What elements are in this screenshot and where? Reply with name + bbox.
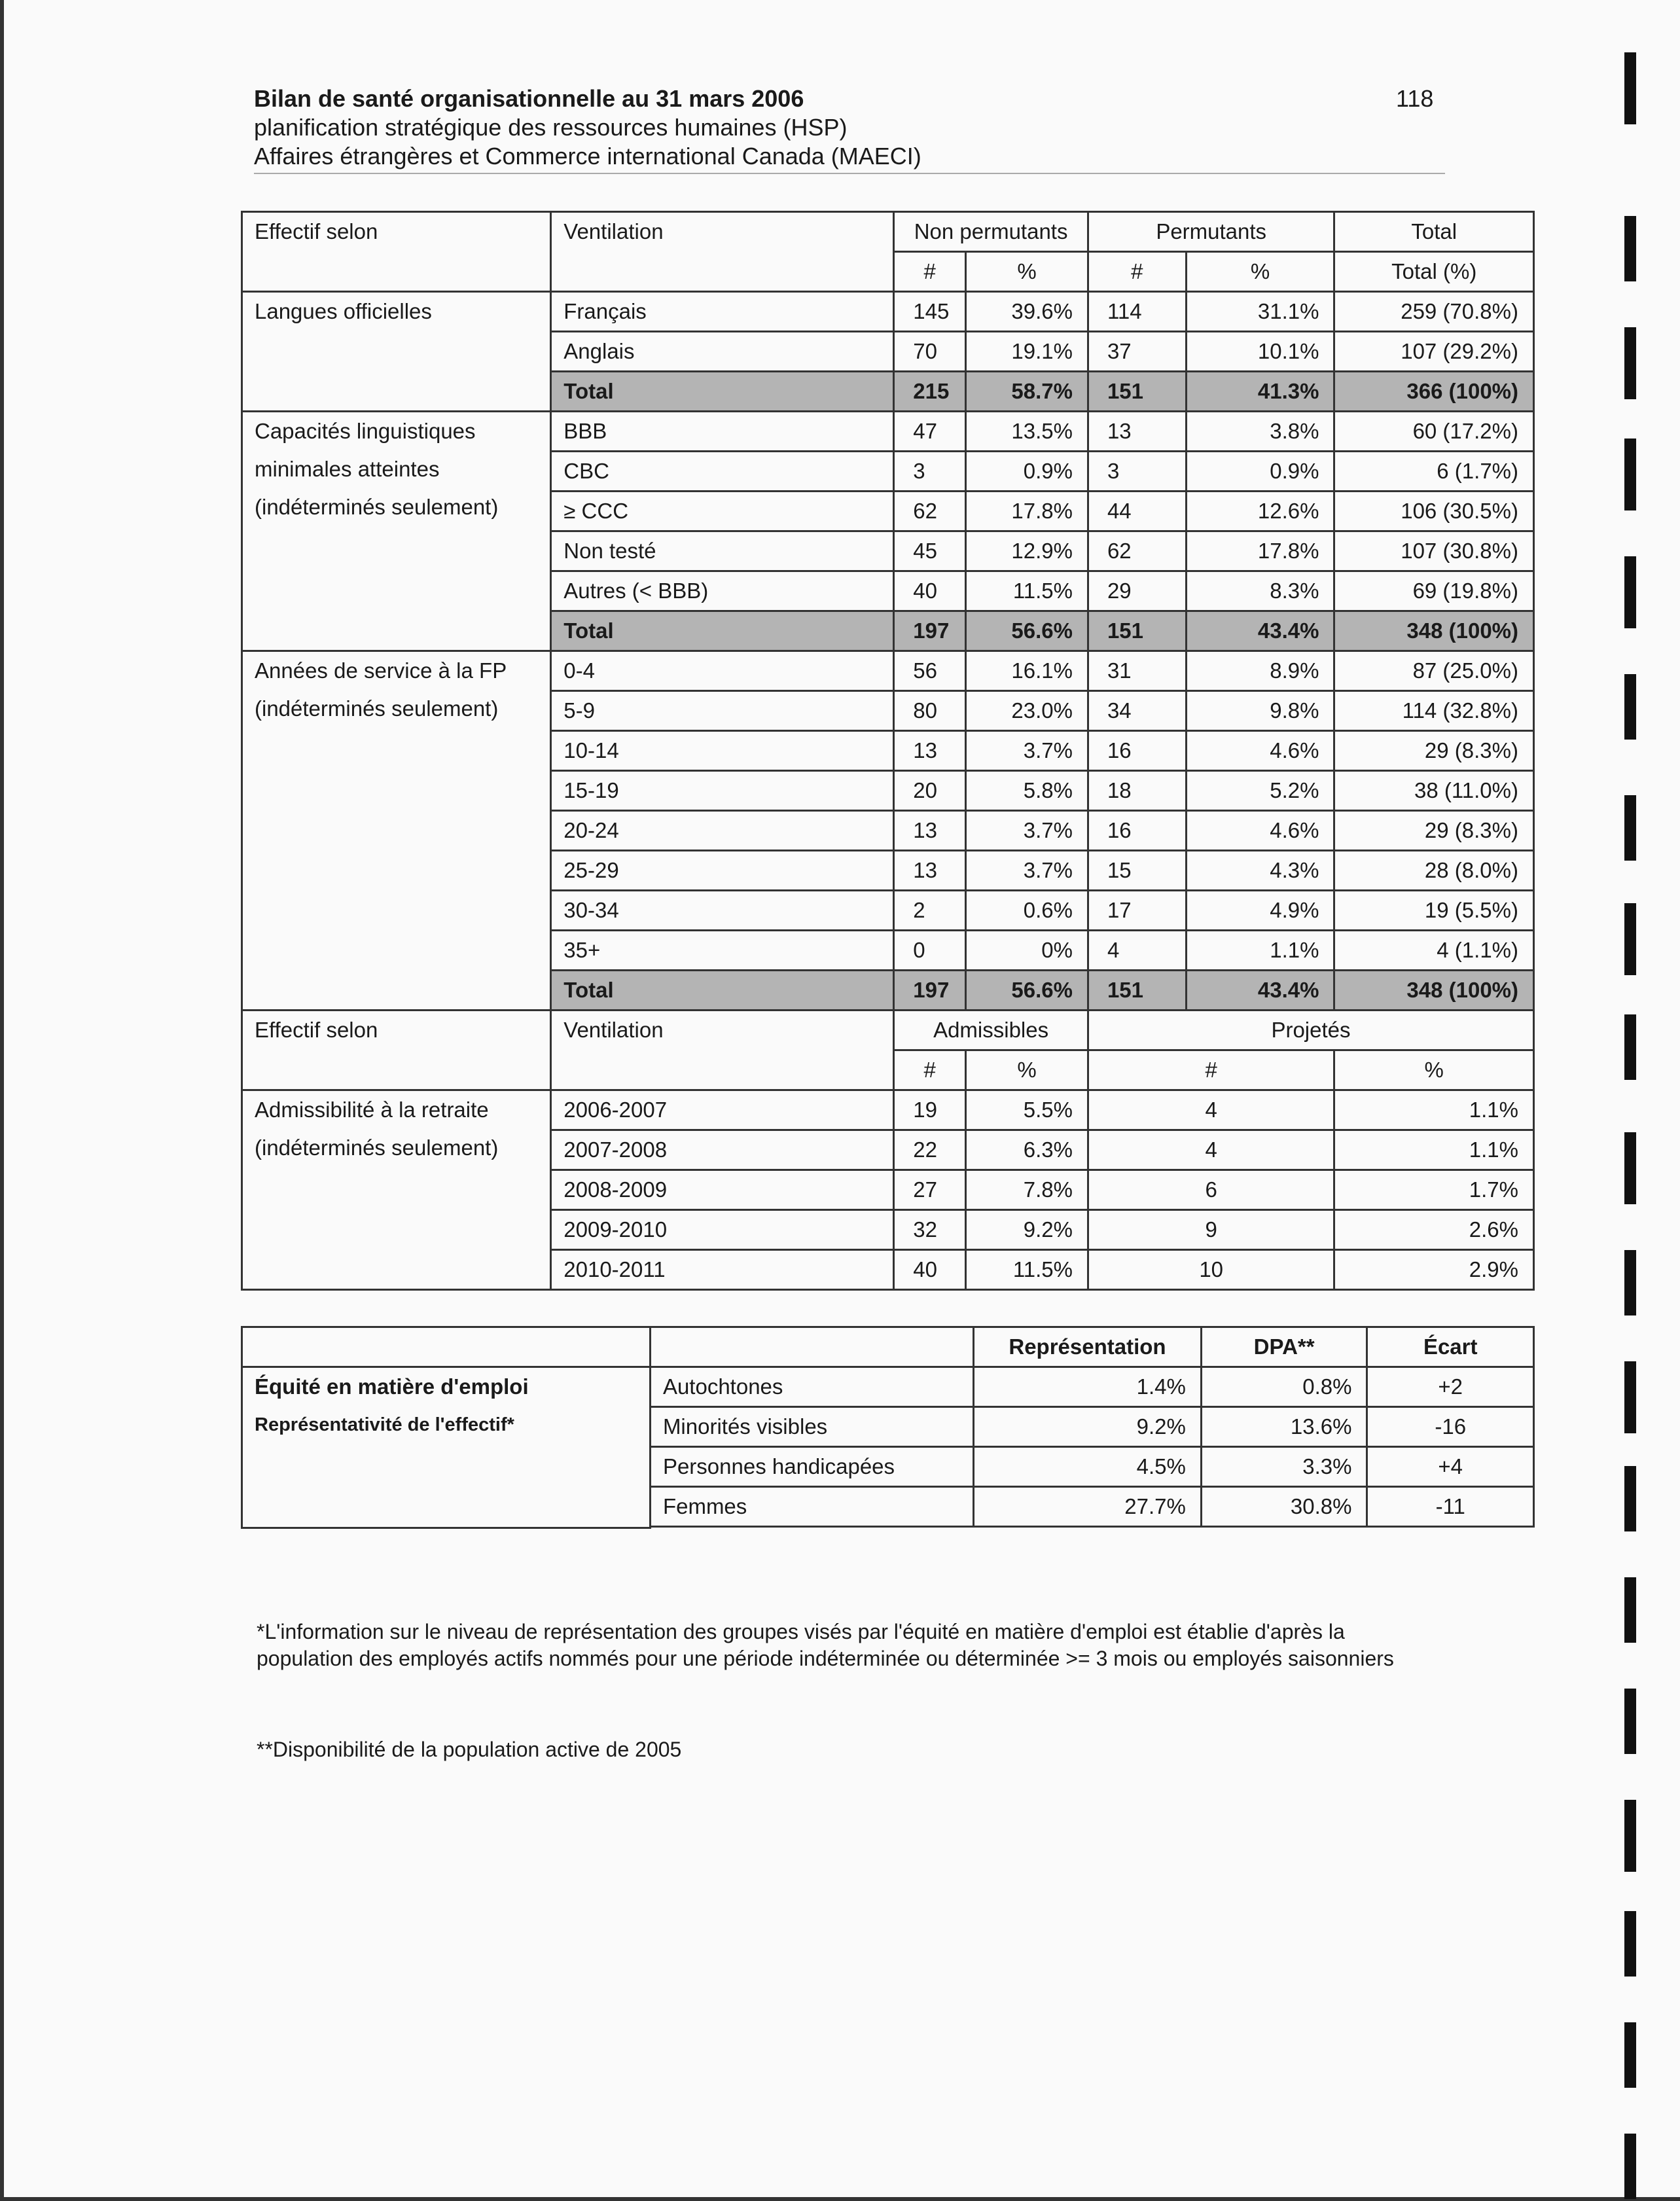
empty-cell bbox=[974, 1527, 1202, 1528]
permutant-count: 37 bbox=[1088, 332, 1186, 372]
header-row bbox=[242, 1327, 1534, 1367]
ventilation-cell: 30-34 bbox=[551, 891, 894, 931]
non-permutant-count: 47 bbox=[894, 412, 966, 452]
permutant-pct: 31.1% bbox=[1186, 292, 1334, 332]
binder-tab-mark bbox=[1624, 903, 1636, 975]
total-cell: 348 (100%) bbox=[1334, 611, 1534, 651]
table-row bbox=[242, 1090, 1534, 1130]
total-cell: 29 (8.3%) bbox=[1334, 811, 1534, 851]
projete-count: 4 bbox=[1088, 1130, 1334, 1170]
ventilation-cell: Anglais bbox=[551, 332, 894, 372]
binder-tab-mark bbox=[1624, 1577, 1636, 1643]
admissible-pct: 9.2% bbox=[966, 1210, 1088, 1250]
projete-pct: 2.6% bbox=[1334, 1210, 1534, 1250]
binder-tab-mark bbox=[1624, 438, 1636, 510]
non-permutant-count: 197 bbox=[894, 611, 966, 651]
permutant-count: 3 bbox=[1088, 452, 1186, 492]
ventilation-cell: 35+ bbox=[551, 931, 894, 971]
group-label-line: (indéterminés seulement) bbox=[255, 1136, 499, 1160]
admissible-count: 27 bbox=[894, 1170, 966, 1210]
permutant-pct: 8.9% bbox=[1186, 651, 1334, 691]
total-cell: 6 (1.7%) bbox=[1334, 452, 1534, 492]
ventilation-cell: Autres (< BBB) bbox=[551, 571, 894, 611]
permutant-count: 18 bbox=[1088, 771, 1186, 811]
equity-blank bbox=[242, 1327, 651, 1367]
representation-value: 27.7% bbox=[974, 1487, 1202, 1527]
header-representation: Représentation bbox=[974, 1327, 1202, 1367]
permutant-pct: 4.6% bbox=[1186, 811, 1334, 851]
ventilation-cell: 2009-2010 bbox=[551, 1210, 894, 1250]
ecart-value: +2 bbox=[1367, 1367, 1534, 1407]
binder-tab-mark bbox=[1624, 1361, 1636, 1433]
non-permutant-count: 215 bbox=[894, 372, 966, 412]
non-permutant-pct: 19.1% bbox=[966, 332, 1088, 372]
group-label-line: Capacités linguistiques bbox=[255, 419, 476, 443]
group-name: Autochtones bbox=[650, 1367, 973, 1407]
permutant-count: 151 bbox=[1088, 971, 1186, 1011]
group-label-line: Langues officielles bbox=[255, 299, 432, 323]
permutant-count: 31 bbox=[1088, 651, 1186, 691]
page-number: 118 bbox=[1396, 85, 1434, 112]
representation-value: 1.4% bbox=[974, 1367, 1202, 1407]
non-permutant-pct: 23.0% bbox=[966, 691, 1088, 731]
header-hash: # bbox=[1088, 252, 1186, 292]
permutant-count: 15 bbox=[1088, 851, 1186, 891]
total-cell: 60 (17.2%) bbox=[1334, 412, 1534, 452]
permutant-pct: 1.1% bbox=[1186, 931, 1334, 971]
binder-tab-mark bbox=[1624, 52, 1636, 124]
binder-tab-mark bbox=[1624, 216, 1636, 281]
projete-count: 9 bbox=[1088, 1210, 1334, 1250]
admissible-count: 19 bbox=[894, 1090, 966, 1130]
ventilation-cell: 25-29 bbox=[551, 851, 894, 891]
equity-label bbox=[242, 1367, 651, 1528]
header-pct: % bbox=[1186, 252, 1334, 292]
total-cell: 106 (30.5%) bbox=[1334, 492, 1534, 531]
permutant-pct: 3.8% bbox=[1186, 412, 1334, 452]
document-title: Bilan de santé organisationnelle au 31 mars 2006 bbox=[254, 85, 804, 112]
non-permutant-count: 70 bbox=[894, 332, 966, 372]
non-permutant-pct: 0% bbox=[966, 931, 1088, 971]
total-cell: 29 (8.3%) bbox=[1334, 731, 1534, 771]
non-permutant-pct: 39.6% bbox=[966, 292, 1088, 332]
total-cell: 259 (70.8%) bbox=[1334, 292, 1534, 332]
ventilation-cell: 10-14 bbox=[551, 731, 894, 771]
table-row bbox=[242, 651, 1534, 691]
row-group-label bbox=[242, 1090, 551, 1290]
footnote-equity: *L'information sur le niveau de représentation des groupes visés par l'équité en matière d'emploi est établie d'après la population des employés actifs nommés pour une période indéterminée ou déterminée >= 3 mois ou employés saisonniers bbox=[257, 1620, 1394, 1670]
total-cell: 4 (1.1%) bbox=[1334, 931, 1534, 971]
non-permutant-count: 56 bbox=[894, 651, 966, 691]
binder-tab-mark bbox=[1624, 674, 1636, 740]
binder-tab-mark bbox=[1624, 2022, 1636, 2088]
ventilation-cell: CBC bbox=[551, 452, 894, 492]
permutant-count: 17 bbox=[1088, 891, 1186, 931]
row-group-label bbox=[242, 292, 551, 412]
ventilation-cell: 2008-2009 bbox=[551, 1170, 894, 1210]
document-subtitle: planification stratégique des ressources humaines (HSP) bbox=[254, 114, 848, 141]
permutant-count: 16 bbox=[1088, 811, 1186, 851]
header-row bbox=[242, 1011, 1534, 1050]
binder-tab-mark bbox=[1624, 795, 1636, 861]
binder-tab-mark bbox=[1624, 327, 1636, 399]
total-cell: 348 (100%) bbox=[1334, 971, 1534, 1011]
equity-blank bbox=[650, 1327, 973, 1367]
projete-count: 6 bbox=[1088, 1170, 1334, 1210]
binder-tab-mark bbox=[1624, 1911, 1636, 1977]
header-dpa: DPA** bbox=[1201, 1327, 1367, 1367]
permutant-count: 62 bbox=[1088, 531, 1186, 571]
permutant-pct: 17.8% bbox=[1186, 531, 1334, 571]
table-row bbox=[242, 412, 1534, 452]
total-cell: 107 (30.8%) bbox=[1334, 531, 1534, 571]
permutant-pct: 12.6% bbox=[1186, 492, 1334, 531]
permutant-pct: 9.8% bbox=[1186, 691, 1334, 731]
table-row bbox=[242, 292, 1534, 332]
permutant-pct: 10.1% bbox=[1186, 332, 1334, 372]
ventilation-cell: Non testé bbox=[551, 531, 894, 571]
non-permutant-count: 3 bbox=[894, 452, 966, 492]
equity-table bbox=[241, 1326, 1535, 1529]
permutant-pct: 0.9% bbox=[1186, 452, 1334, 492]
non-permutant-count: 2 bbox=[894, 891, 966, 931]
permutant-count: 44 bbox=[1088, 492, 1186, 531]
non-permutant-count: 62 bbox=[894, 492, 966, 531]
dpa-value: 13.6% bbox=[1201, 1407, 1367, 1447]
group-label-line: (indéterminés seulement) bbox=[255, 495, 499, 519]
total-cell: 69 (19.8%) bbox=[1334, 571, 1534, 611]
ventilation-cell: 2010-2011 bbox=[551, 1250, 894, 1290]
dpa-value: 3.3% bbox=[1201, 1447, 1367, 1487]
admissible-count: 32 bbox=[894, 1210, 966, 1250]
non-permutant-pct: 13.5% bbox=[966, 412, 1088, 452]
ventilation-cell: 5-9 bbox=[551, 691, 894, 731]
empty-cell bbox=[1201, 1527, 1367, 1528]
header-hash: # bbox=[894, 1050, 966, 1090]
permutant-pct: 43.4% bbox=[1186, 611, 1334, 651]
binder-tab-mark bbox=[1624, 2134, 1636, 2199]
total-cell: 366 (100%) bbox=[1334, 372, 1534, 412]
table-row bbox=[242, 1367, 1534, 1407]
non-permutant-pct: 56.6% bbox=[966, 611, 1088, 651]
representation-value: 9.2% bbox=[974, 1407, 1202, 1447]
total-cell: 19 (5.5%) bbox=[1334, 891, 1534, 931]
group-name: Minorités visibles bbox=[650, 1407, 973, 1447]
permutant-count: 13 bbox=[1088, 412, 1186, 452]
binder-tab-mark bbox=[1624, 1689, 1636, 1754]
binder-tab-mark bbox=[1624, 556, 1636, 628]
dpa-value: 30.8% bbox=[1201, 1487, 1367, 1527]
header-row bbox=[242, 212, 1534, 252]
projete-pct: 2.9% bbox=[1334, 1250, 1534, 1290]
admissible-count: 22 bbox=[894, 1130, 966, 1170]
non-permutant-pct: 56.6% bbox=[966, 971, 1088, 1011]
permutant-count: 29 bbox=[1088, 571, 1186, 611]
projete-count: 4 bbox=[1088, 1090, 1334, 1130]
ventilation-cell: 15-19 bbox=[551, 771, 894, 811]
total-cell: 28 (8.0%) bbox=[1334, 851, 1534, 891]
permutant-pct: 4.9% bbox=[1186, 891, 1334, 931]
permutant-count: 151 bbox=[1088, 611, 1186, 651]
page-edge-bottom bbox=[0, 2197, 1680, 2201]
ecart-value: +4 bbox=[1367, 1447, 1534, 1487]
non-permutant-count: 0 bbox=[894, 931, 966, 971]
ventilation-cell: BBB bbox=[551, 412, 894, 452]
header-ventilation: Ventilation bbox=[551, 1011, 894, 1090]
permutant-pct: 8.3% bbox=[1186, 571, 1334, 611]
non-permutant-count: 197 bbox=[894, 971, 966, 1011]
footnote-dpa: **Disponibilité de la population active de 2005 bbox=[257, 1738, 682, 1761]
group-name: Personnes handicapées bbox=[650, 1447, 973, 1487]
group-label-line: Admissibilité à la retraite bbox=[255, 1098, 489, 1122]
projete-count: 10 bbox=[1088, 1250, 1334, 1290]
ventilation-cell: 2007-2008 bbox=[551, 1130, 894, 1170]
non-permutant-count: 13 bbox=[894, 811, 966, 851]
dpa-value: 0.8% bbox=[1201, 1367, 1367, 1407]
ventilation-cell: 20-24 bbox=[551, 811, 894, 851]
admissible-pct: 11.5% bbox=[966, 1250, 1088, 1290]
page-edge bbox=[0, 0, 4, 2201]
permutant-pct: 4.6% bbox=[1186, 731, 1334, 771]
header-ventilation: Ventilation bbox=[551, 212, 894, 292]
non-permutant-pct: 3.7% bbox=[966, 851, 1088, 891]
permutant-count: 16 bbox=[1088, 731, 1186, 771]
binder-tab-mark bbox=[1624, 1132, 1636, 1204]
header-pct: % bbox=[966, 252, 1088, 292]
non-permutant-pct: 3.7% bbox=[966, 811, 1088, 851]
ventilation-cell: 0-4 bbox=[551, 651, 894, 691]
non-permutant-pct: 0.9% bbox=[966, 452, 1088, 492]
row-group-label bbox=[242, 412, 551, 651]
non-permutant-count: 13 bbox=[894, 731, 966, 771]
equity-subtitle: Représentativité de l'effectif* bbox=[255, 1414, 514, 1435]
permutant-count: 151 bbox=[1088, 372, 1186, 412]
header-permutants: Permutants bbox=[1088, 212, 1334, 252]
non-permutant-count: 80 bbox=[894, 691, 966, 731]
group-label-line: (indéterminés seulement) bbox=[255, 696, 499, 721]
binder-tab-mark bbox=[1624, 1250, 1636, 1315]
empty-cell bbox=[650, 1527, 973, 1528]
header-hash: # bbox=[1088, 1050, 1334, 1090]
ventilation-cell: Total bbox=[551, 372, 894, 412]
header-admissibles: Admissibles bbox=[894, 1011, 1088, 1050]
total-cell: 107 (29.2%) bbox=[1334, 332, 1534, 372]
non-permutant-pct: 58.7% bbox=[966, 372, 1088, 412]
header-pct: % bbox=[966, 1050, 1088, 1090]
header-effectif: Effectif selon bbox=[242, 1011, 551, 1090]
projete-pct: 1.1% bbox=[1334, 1090, 1534, 1130]
ventilation-cell: Total bbox=[551, 971, 894, 1011]
permutant-pct: 5.2% bbox=[1186, 771, 1334, 811]
header-effectif: Effectif selon bbox=[242, 212, 551, 292]
permutant-pct: 43.4% bbox=[1186, 971, 1334, 1011]
non-permutant-pct: 0.6% bbox=[966, 891, 1088, 931]
admissible-count: 40 bbox=[894, 1250, 966, 1290]
non-permutant-count: 20 bbox=[894, 771, 966, 811]
workforce-table bbox=[241, 211, 1535, 1291]
non-permutant-count: 13 bbox=[894, 851, 966, 891]
header-projetes: Projetés bbox=[1088, 1011, 1533, 1050]
binder-tab-mark bbox=[1624, 1466, 1636, 1531]
projete-pct: 1.1% bbox=[1334, 1130, 1534, 1170]
admissible-pct: 6.3% bbox=[966, 1130, 1088, 1170]
permutant-pct: 41.3% bbox=[1186, 372, 1334, 412]
permutant-count: 4 bbox=[1088, 931, 1186, 971]
permutant-count: 34 bbox=[1088, 691, 1186, 731]
group-label-line: minimales atteintes bbox=[255, 457, 440, 481]
ecart-value: -11 bbox=[1367, 1487, 1534, 1527]
header-hash: # bbox=[894, 252, 966, 292]
binder-tab-mark bbox=[1624, 1800, 1636, 1872]
ventilation-cell: 2006-2007 bbox=[551, 1090, 894, 1130]
document-organization: Affaires étrangères et Commerce international Canada (MAECI) bbox=[254, 143, 921, 170]
non-permutant-pct: 3.7% bbox=[966, 731, 1088, 771]
admissible-pct: 5.5% bbox=[966, 1090, 1088, 1130]
permutant-pct: 4.3% bbox=[1186, 851, 1334, 891]
ventilation-cell: Français bbox=[551, 292, 894, 332]
ecart-value: -16 bbox=[1367, 1407, 1534, 1447]
header-total-pct: Total (%) bbox=[1334, 252, 1534, 292]
binder-tab-mark bbox=[1624, 1014, 1636, 1080]
non-permutant-count: 45 bbox=[894, 531, 966, 571]
header-ecart: Écart bbox=[1367, 1327, 1534, 1367]
equity-title: Équité en matière d'emploi bbox=[255, 1374, 529, 1399]
representation-value: 4.5% bbox=[974, 1447, 1202, 1487]
group-label-line: Années de service à la FP bbox=[255, 658, 507, 683]
non-permutant-count: 40 bbox=[894, 571, 966, 611]
header-rule bbox=[254, 173, 1445, 174]
header-total: Total bbox=[1334, 212, 1534, 252]
group-name: Femmes bbox=[650, 1487, 973, 1527]
header-pct: % bbox=[1334, 1050, 1534, 1090]
header-non-permutants: Non permutants bbox=[894, 212, 1088, 252]
total-cell: 114 (32.8%) bbox=[1334, 691, 1534, 731]
admissible-pct: 7.8% bbox=[966, 1170, 1088, 1210]
permutant-count: 114 bbox=[1088, 292, 1186, 332]
row-group-label bbox=[242, 651, 551, 1011]
non-permutant-count: 145 bbox=[894, 292, 966, 332]
non-permutant-pct: 5.8% bbox=[966, 771, 1088, 811]
ventilation-cell: Total bbox=[551, 611, 894, 651]
ventilation-cell: ≥ CCC bbox=[551, 492, 894, 531]
non-permutant-pct: 11.5% bbox=[966, 571, 1088, 611]
total-cell: 87 (25.0%) bbox=[1334, 651, 1534, 691]
non-permutant-pct: 12.9% bbox=[966, 531, 1088, 571]
total-cell: 38 (11.0%) bbox=[1334, 771, 1534, 811]
empty-cell bbox=[1367, 1527, 1534, 1528]
non-permutant-pct: 17.8% bbox=[966, 492, 1088, 531]
non-permutant-pct: 16.1% bbox=[966, 651, 1088, 691]
projete-pct: 1.7% bbox=[1334, 1170, 1534, 1210]
